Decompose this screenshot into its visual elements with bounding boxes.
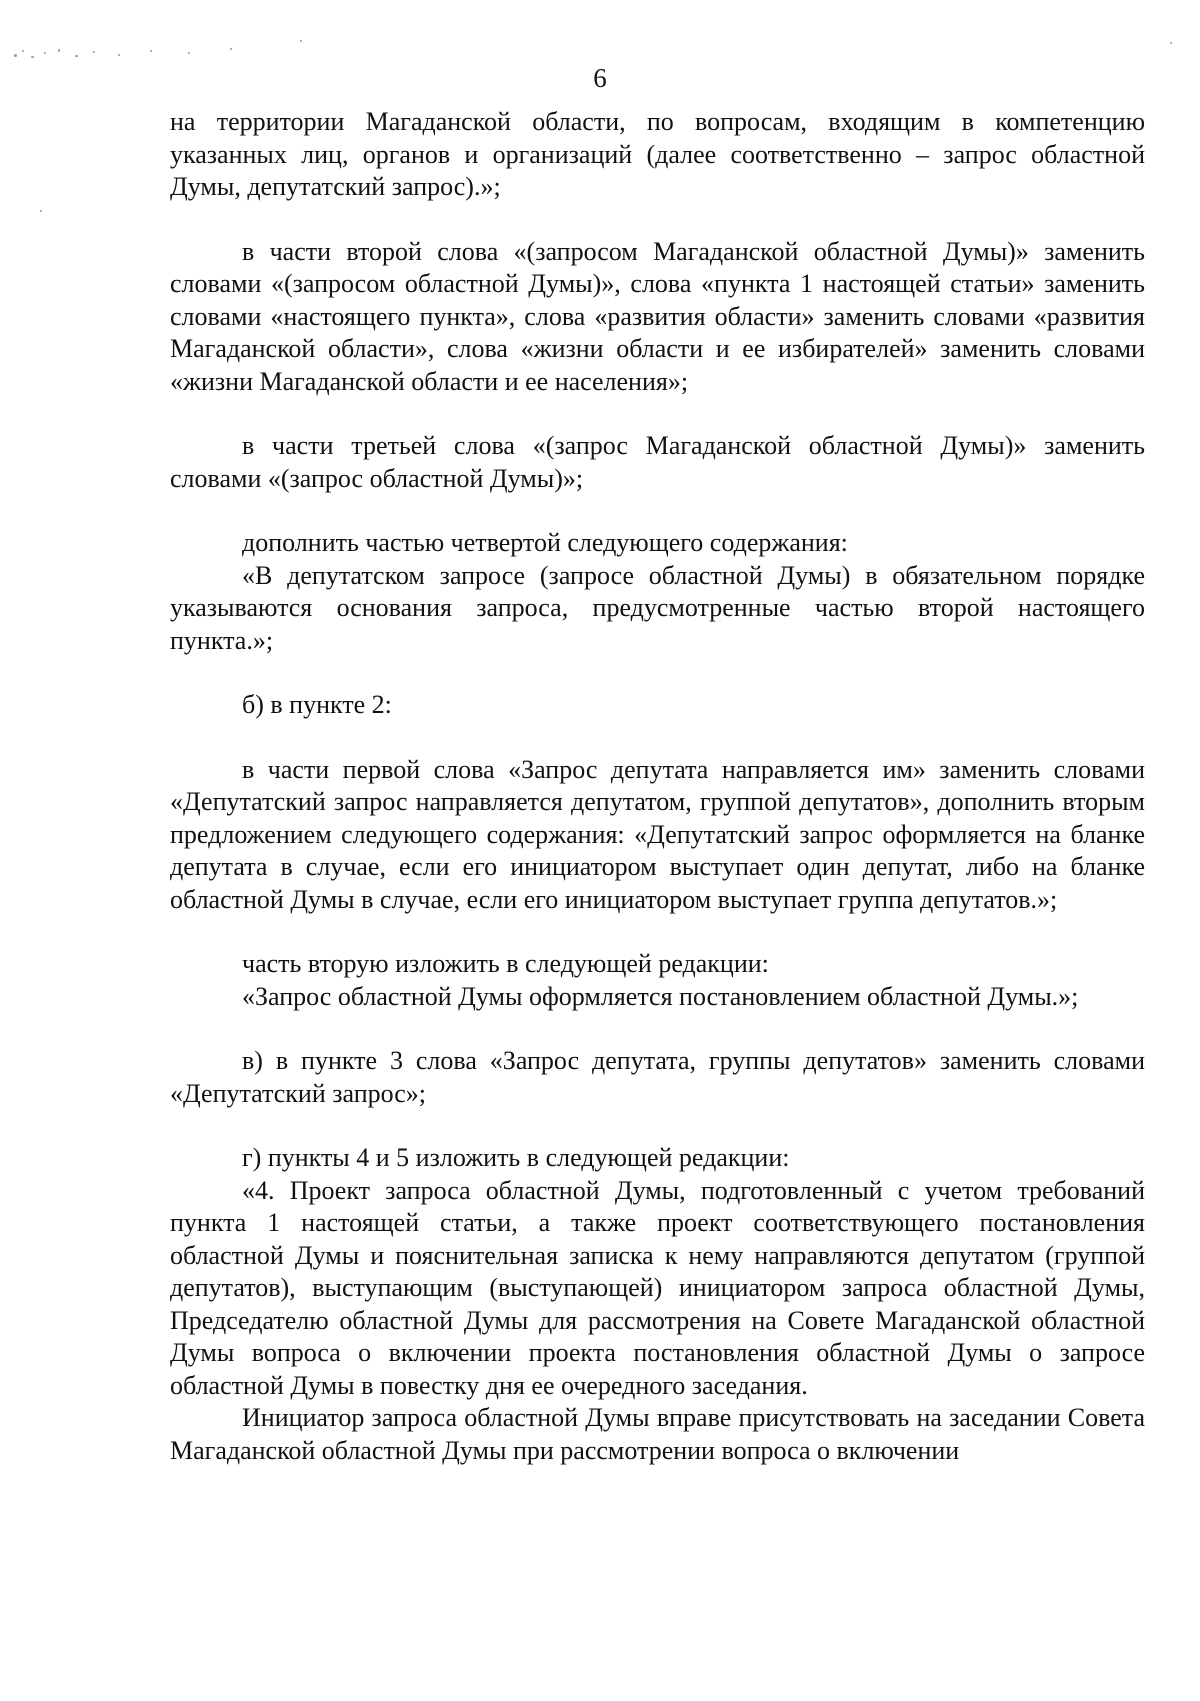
paragraph-add-part-four: дополнить частью четвертой следующего содержания: [242,528,848,557]
paragraph-part-one-change: в части первой слова «Запрос депутата направляется им» заменить словами «Депутатский запрос направляется депутатом, группой депутатов», дополнить вторым предложением следующего содержания: «Депутатский запрос оформляется на бланке депутата в случае, если его инициатором выступает один депутат, либо на бланке областной Думы в случае, если его инициатором выступает группа депутатов.»; [170,754,1145,914]
paragraph-part-three: в части третьей слова «(запрос Магаданской областной Думы)» заменить словами «(запрос областной Думы)»; [170,431,1145,493]
paragraph-subpoint-g: г) пункты 4 и 5 изложить в следующей редакции: [242,1143,790,1172]
paragraph-point-four: «4. Проект запроса областной Думы, подготовленный с учетом требований пункта 1 настоящей статьи, а также проект соответствующего постановления областной Думы и пояснительная записка к нему направляются депутатом (группой депутатов), выступающим (выступающей) инициатором запроса областной Думы, Председателю областной Думы для рассмотрения на Совете Магаданской областной Думы вопроса о включении проекта постановления областной Думы о запросе областной Думы в повестку дня ее очередного заседания. [170,1175,1145,1400]
document-body [170,106,1145,1467]
paragraph-part-two-redaction: часть вторую изложить в следующей редакции: [242,949,769,978]
paragraph-part-two: в части второй слова «(запросом Магаданской областной Думы)» заменить словами «(запросом областной Думы)», слова «пункта 1 настоящей статьи» заменить словами «настоящего пункта», слова «развития области» заменить словами «развития Магаданской области», слова «жизни области и ее избирателей» заменить словами «жизни Магаданской области и ее населения»; [170,236,1145,396]
paragraph-subpoint-b: б) в пункте 2: [242,690,392,719]
paragraph-part-four-text: «В депутатском запросе (запросе областной Думы) в обязательном порядке указываются основания запроса, предусмотренные частью второй настоящего пункта.»; [170,560,1145,655]
page-number: 6 [593,63,607,93]
paragraph-subpoint-v: в) в пункте 3 слова «Запрос депутата, группы депутатов» заменить словами «Депутатский запрос»; [170,1046,1145,1108]
paragraph-part-two-text: «Запрос областной Думы оформляется постановлением областной Думы.»; [242,981,1079,1011]
paragraph-initiator: Инициатор запроса областной Думы вправе присутствовать на заседании Совета Магаданской областной Думы при рассмотрении вопроса о включении [170,1403,1145,1465]
paragraph-continuation: на территории Магаданской области, по вопросам, входящим в компетенцию указанных лиц, органов и организаций (далее соответственно – запрос областной Думы, депутатский запрос).»; [170,107,1145,201]
